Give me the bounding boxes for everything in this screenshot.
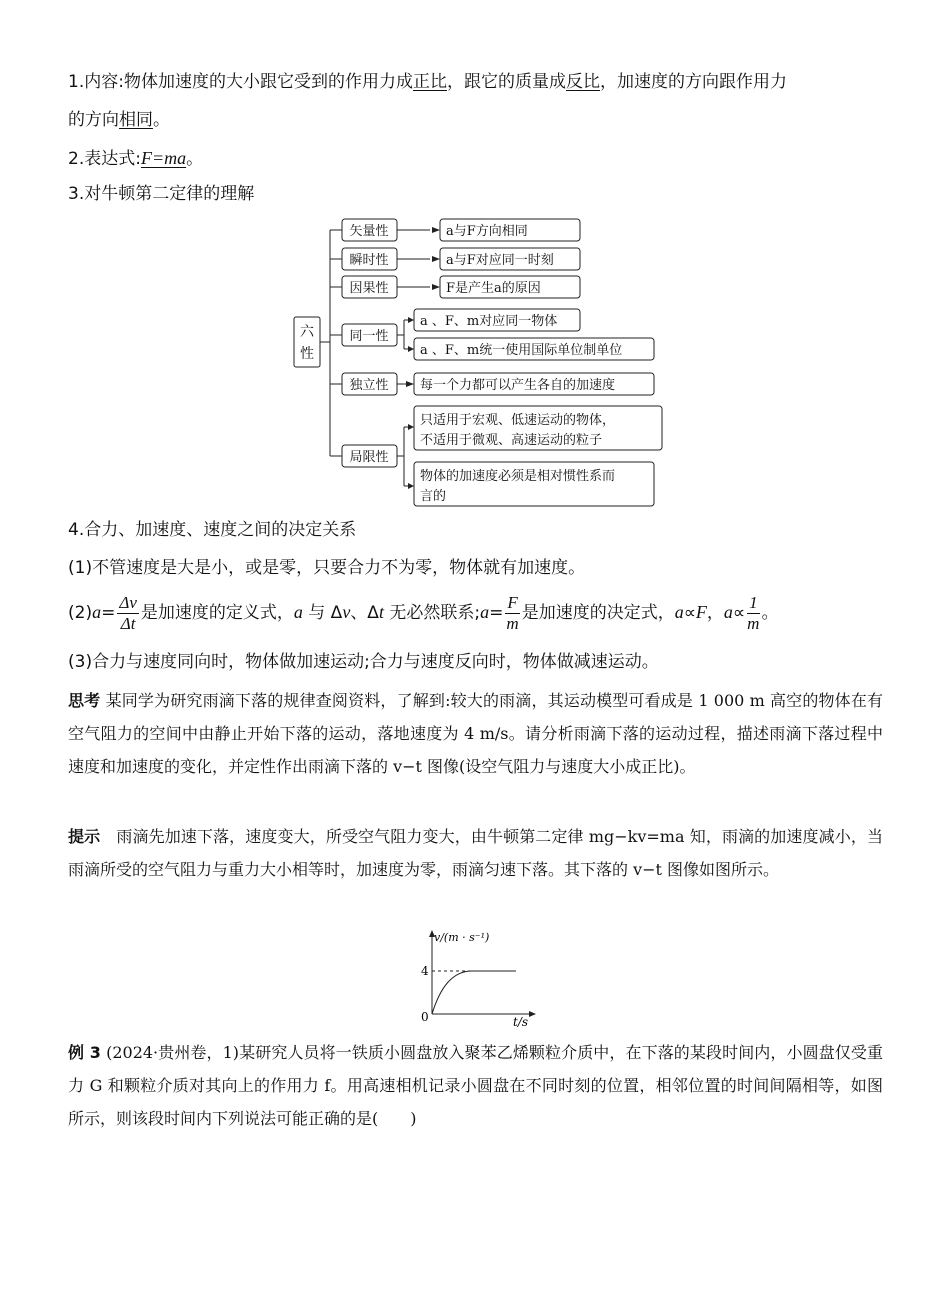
- content-line-2: [68, 108, 170, 132]
- underlined-answer: 相同: [119, 110, 153, 130]
- property-explanation: 物体的加速度必须是相对惯性系而: [420, 469, 616, 484]
- text: 。: [186, 149, 204, 169]
- root-label-bottom: 性: [300, 346, 314, 362]
- numerator: Δv: [119, 592, 137, 612]
- fraction-dv-dt: [117, 593, 139, 634]
- property-explanation: F是产生a的原因: [446, 281, 541, 296]
- text: ，加速度的方向跟作用力: [599, 72, 787, 92]
- example-paragraph: [68, 1036, 883, 1135]
- text: 是加速度的决定式，: [521, 603, 675, 623]
- property-explanation: a与F方向相同: [446, 224, 528, 239]
- text: 1.内容:物体加速度的大小跟它受到的作用力成: [68, 72, 413, 92]
- think-text: 某同学为研究雨滴下落的规律查阅资料，了解到:较大的雨滴，其运动模型可看成是 1 000 m 高空的物体在有空气阻力的空间中由静止开始下落的运动，落地速度为 4 m/s。请分析雨滴下落的运动过程，描述雨滴下落过程中速度和加速度的变化，并定性作出雨滴下落的 v−t 图像(设空气阻力与速度大小成正比)。: [68, 691, 883, 776]
- text: 无必然联系;: [383, 603, 481, 623]
- hint-label: 提示: [68, 827, 101, 846]
- fraction-1-m: [747, 593, 760, 634]
- text: 。: [153, 110, 170, 130]
- content-line-1: [68, 70, 787, 94]
- hint-text: 雨滴先加速下落，速度变大，所受空气阻力变大，由牛顿第二定律 mg−kv=ma 知，雨滴的加速度减小，当雨滴所受的空气阻力与重力大小相等时，加速度为零，雨滴匀速下落。其下落的 v−t 图像如图所示。: [68, 827, 883, 879]
- math: a: [723, 602, 733, 622]
- think-paragraph: [68, 684, 883, 783]
- text: 与 Δ: [302, 603, 343, 623]
- property-explanation: 不适用于微观、高速运动的粒子: [420, 433, 603, 448]
- text: ，: [706, 603, 724, 623]
- property-label: 矢量性: [349, 224, 389, 239]
- text: 是加速度的定义式，: [140, 603, 294, 623]
- y-tick-label: 4: [421, 964, 429, 978]
- property-label: 因果性: [349, 281, 389, 296]
- text: 。: [761, 603, 779, 623]
- text: (2): [68, 603, 93, 623]
- section-title: 4.合力、加速度、速度之间的决定关系: [68, 520, 357, 540]
- property-explanation: a 、F、m对应同一物体: [420, 314, 558, 329]
- point-2: [68, 590, 779, 635]
- property-label: 局限性: [349, 450, 389, 465]
- formula: F=ma: [140, 148, 187, 168]
- text: =: [101, 603, 116, 623]
- text: 、Δ: [350, 603, 379, 623]
- root-label-top: 六: [300, 324, 314, 340]
- property-explanation: 每一个力都可以产生各自的加速度: [420, 378, 616, 393]
- text: 2.表达式:: [68, 149, 141, 169]
- numerator: 1: [749, 592, 758, 612]
- property-label: 瞬时性: [349, 253, 389, 268]
- vt-graph: [410, 928, 540, 1028]
- property-label: 独立性: [349, 378, 389, 393]
- property-explanation: a与F对应同一时刻: [446, 253, 554, 268]
- text: ∝: [683, 603, 696, 623]
- numerator: F: [507, 592, 518, 612]
- point-1: (1)不管速度是大是小，或是零，只要合力不为零，物体就有加速度。: [68, 558, 586, 578]
- math: t: [378, 602, 384, 622]
- origin-label: 0: [421, 1010, 429, 1024]
- underlined-answer: 反比: [565, 72, 600, 92]
- hint-paragraph: [68, 820, 883, 886]
- velocity-curve: [432, 971, 516, 1014]
- example-label: 例 3: [68, 1043, 101, 1062]
- math: F: [695, 602, 707, 622]
- property-label: 同一性: [349, 329, 389, 344]
- math: v: [342, 602, 351, 622]
- math: a: [293, 602, 303, 622]
- text: =: [489, 603, 504, 623]
- math: a: [480, 602, 490, 622]
- property-explanation: 只适用于宏观、低速运动的物体，: [420, 413, 616, 428]
- x-axis-arrow: [529, 1011, 536, 1017]
- text: ，跟它的质量成: [446, 72, 566, 92]
- y-axis-label: v/(m · s⁻¹): [434, 931, 490, 944]
- expression-line: [68, 146, 203, 171]
- section-title: 3.对牛顿第二定律的理解: [68, 184, 255, 204]
- property-explanation: a 、F、m统一使用国际单位制单位: [420, 343, 623, 358]
- fraction-f-m: [505, 593, 519, 634]
- text: 的方向: [68, 110, 119, 130]
- property-explanation: 言的: [420, 489, 447, 504]
- underlined-answer: 正比: [412, 72, 447, 92]
- point-3: (3)合力与速度同向时，物体做加速运动;合力与速度反向时，物体做减速运动。: [68, 652, 659, 672]
- example-text: (2024·贵州卷，1)某研究人员将一铁质小圆盘放入聚苯乙烯颗粒介质中，在下落的某段时间内，小圆盘仅受重力 G 和颗粒介质对其向上的作用力 f。用高速相机记录小圆盘在不同时刻的位置，相邻位置的时间间隔相等，如图所示，则该段时间内下列说法可能正确的是( ): [68, 1043, 883, 1128]
- math: a: [92, 602, 102, 622]
- think-label: 思考: [68, 691, 101, 710]
- text: ∝: [732, 603, 746, 623]
- denominator: m: [747, 613, 760, 633]
- math: a: [674, 602, 684, 622]
- denominator: Δt: [120, 613, 136, 633]
- x-axis-label: t/s: [513, 1015, 529, 1028]
- denominator: m: [506, 613, 519, 633]
- six-properties-diagram: [290, 214, 670, 510]
